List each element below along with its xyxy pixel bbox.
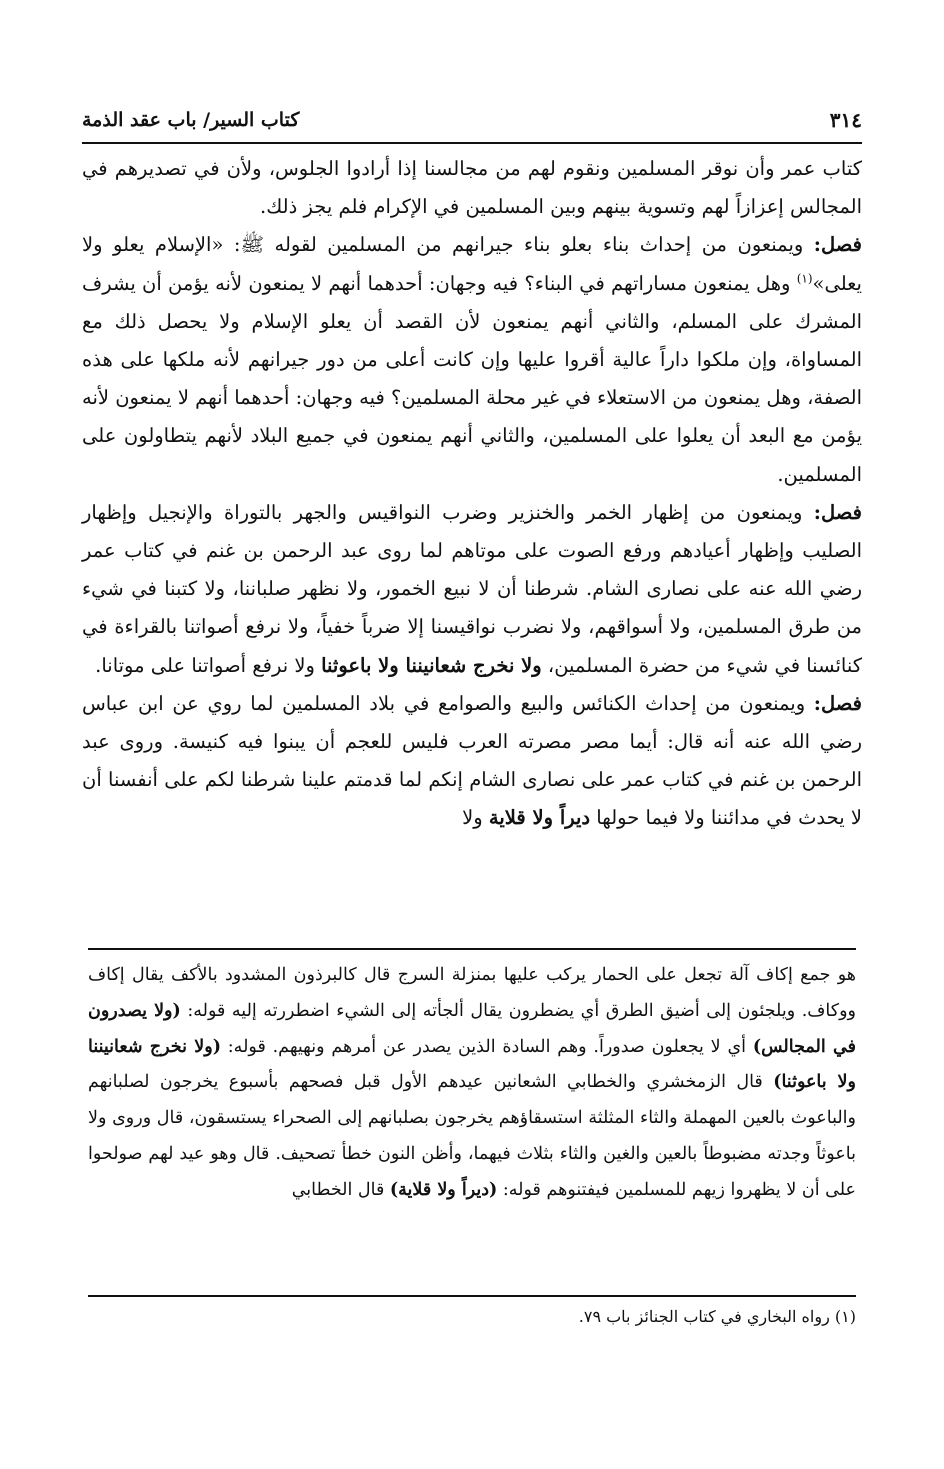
notes-text-d: قال الزمخشري والخطابي الشعانين عيدهم الأول قبل فصحهم بأسبوع يخرجون لصلبانهم والباعوث بالعين المهملة والثاء المثلثة استسقاؤهم يخرجون بصلبانهم إلى الصحراء يستسقون، قال وروى ولا باعوثاً وجدته مضبوطاً بالعين والغين والثاء بثلاث فيهما، وأظن النون خطأ تصحيف. قال وهو عيد لهم صولحوا على أن لا يظهروا زيهم للمسلمين فيفتنوهم قوله: — [88, 1072, 856, 1200]
section-heading: فصل: — [813, 233, 862, 257]
footnote-ref[interactable]: (١) — [796, 271, 813, 286]
paragraph-3-text-a: ويمنعون من إظهار الخمر والخنزير وضرب النواقيس والجهر بالتوراة والإنجيل وإظهار الصليب وإظهار أعيادهم ورفع الصوت على موتاهم لما روى عبد الرحمن بن غنم في كتاب عمر رضي الله عنه على نصارى الشام. شرطنا أن لا نبيع الخمور، ولا نظهر صلباننا، ولا كتبنا في شيء من طرق المسلمين، ولا أسواقهم، ولا نضرب نواقيسنا إلا ضرباً خفياً، ولا نرفع أصواتنا بالقراءة في كنائسنا في شيء من حضرة المسلمين، — [82, 500, 862, 677]
bold-quote: (ولا يصدرون في المجالس) — [88, 1000, 856, 1057]
notes-text-c: أي لا يجعلون صدوراً. وهم السادة الذين يصدر عن أمرهم ونهيهم. قوله: — [220, 1036, 753, 1057]
footnote: (١) رواه البخاري في كتاب الجنائز باب ٧٩. — [578, 1307, 856, 1326]
notes-text-a: هو جمع إكاف آلة تجعل على الحمار يركب عليها بمنزلة السرج قال كالبرذون المشدود بالأكف يقال إكاف ووكاف. ويلجئون إلى أضيق الطرق أي يضطرون يقال ألجأته إلى الشيء اضطررته إليه قوله: — [88, 965, 856, 1021]
page-header — [82, 100, 862, 140]
footnote-rule — [88, 1295, 856, 1297]
page-number: ٣١٤ — [829, 108, 862, 132]
header-rule — [82, 142, 862, 144]
paragraph-4-text-b: ولا — [462, 806, 489, 830]
paragraph-4 — [82, 685, 862, 838]
paragraph-2-text-a: ويمنعون من إحداث بناء بعلو بناء جيرانهم من المسلمين لقوله ﷺ: «الإسلام يعلو ولا يعلى» — [82, 233, 862, 295]
notes-paragraph — [88, 958, 856, 1209]
bold-phrase: ولا نخرج شعانيننا ولا باعوثنا — [321, 653, 542, 677]
bold-quote: (ولا نخرج شعانيننا ولا باعوثنا) — [88, 1036, 856, 1093]
notes-text-e: قال الخطابي — [291, 1179, 390, 1200]
paragraph-2 — [82, 226, 862, 493]
paragraph-2-text-b: وهل يمنعون مساراتهم في البناء؟ فيه وجهان: أحدهما أنهم لا يمنعون لأنه يؤمن أن يشرف المشرك على المسلم، والثاني أنهم يمنعون لأن القصد أن يعلو الإسلام ولا يحصل ذلك مع المساواة، وإن ملكوا داراً عالية أقروا عليها وإن كانت أعلى من دور جيرانهم لأنه ملكها على هذه الصفة، وهل يمنعون من الاستعلاء في غير محلة المسلمين؟ فيه وجهان: أحدهما أنهم لا يمنعون لأنه يؤمن مع البعد أن يعلوا على المسلمين، والثاني أنهم يمنعون في جميع البلاد لأنهم يتطاولون على المسلمين. — [82, 271, 862, 486]
section-heading: فصل: — [813, 691, 862, 715]
paragraph-3 — [82, 494, 862, 685]
notes-rule — [88, 948, 856, 950]
paragraph-3-text-b: ولا نرفع أصواتنا على موتانا. — [95, 653, 322, 677]
paragraph-4-text-a: ويمنعون من إحداث الكنائس والبيع والصوامع في بلاد المسلمين لما روي عن ابن عباس رضي الله عنه أنه قال: أيما مصر مصرته العرب فليس للعجم أن يبنوا فيه كنيسة. وروى عبد الرحمن بن غنم في كتاب عمر على نصارى الشام إنكم لما قدمتم علينا شرطنا لكم على أنفسنا أن لا يحدث في مدائننا ولا فيما حولها — [82, 691, 862, 830]
paragraph-1: كتاب عمر وأن نوقر المسلمين ونقوم لهم من مجالسنا إذا أرادوا الجلوس، ولأن في تصديرهم في المجالس إعزازاً لهم وتسوية بينهم وبين المسلمين في الإكرام فلم يجز ذلك. — [82, 157, 862, 219]
main-text — [82, 150, 862, 838]
running-title: كتاب السير/ باب عقد الذمة — [82, 109, 300, 131]
bold-phrase: ديراً ولا قلاية — [488, 806, 591, 830]
bold-quote: (ديراً ولا قلاية) — [389, 1179, 498, 1200]
section-heading: فصل: — [813, 500, 862, 524]
commentary-notes — [88, 958, 856, 1209]
